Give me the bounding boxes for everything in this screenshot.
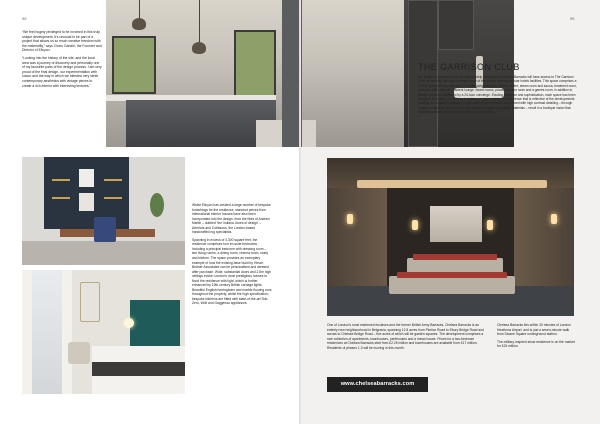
pendant-cord: [199, 0, 200, 44]
bedroom-mirror: [80, 282, 100, 322]
cinema-screen: [430, 206, 482, 242]
page-gutter: [299, 0, 301, 424]
pendant-cord: [139, 0, 140, 20]
study-shelf: [104, 197, 122, 199]
bathroom-photo: [404, 0, 514, 147]
bedroom-armchair: [68, 342, 90, 364]
bedroom-curtain: [62, 270, 72, 394]
pendant-lamp: [132, 18, 146, 30]
bedroom-curtain: [22, 270, 32, 394]
bedroom-photo: [22, 270, 185, 394]
cinema-ceiling-light: [357, 180, 547, 188]
garrison-intro: Not limited to superior levels of craftsmanship, residents at Chelsea Barracks will have access to The Garrison Club: an amenity offering that rivals those of the world’s leading five-star hotels facilities. This space comprises a 12,700 square foot private spa, 20 metre swimming pool, fitness centre, steam room and sauna, treatment room, business suite, cinema, resident lounge, board rooms, private function room and a games room, in addition to lifestyle services, facilitated by a 24-hour concierge. Exuding elegance and sophistication, each space has been designed by a team of creatives to deliver a unique residential experience that is reflective of the developments prestige and signature status. A combination of serene materiality mixed with high contrast detailing – through sculptural layering, bold use of a bold statement pieces and tactile materials – result in a boutique vision that delicately weaves into the fabric of the overall scheme.: [418, 75, 577, 115]
study-plant: [150, 193, 164, 217]
kitchen-window: [112, 36, 156, 94]
pendant-lamp: [192, 42, 206, 54]
right-page-number: 95: [570, 16, 575, 21]
cinema-cushions: [413, 254, 497, 260]
bedroom-lamp: [124, 318, 134, 328]
study-photo: [22, 157, 185, 265]
cinema-sconce: [487, 220, 493, 230]
study-shelf: [104, 179, 122, 181]
cinema-photo: [327, 158, 574, 316]
section-heading: THE GARRISON CLUB: [418, 62, 520, 72]
left-body-column: [192, 203, 272, 309]
study-artwork: [79, 193, 94, 211]
quote-paragraph-1: “We feel hugely privileged to be involved in this truly unique development, it’s unusual to be part of a project that allows us so much creative freedom with the materiality,” says Charu Gandhi, the Founder and Director of Elicyon.: [22, 30, 102, 53]
study-floor: [22, 241, 185, 265]
cinema-sconce: [551, 214, 557, 224]
cinema-cushions: [397, 272, 507, 278]
bedroom-throw: [92, 362, 185, 376]
cinema-wall: [514, 188, 574, 288]
cinema-sconce: [347, 214, 353, 224]
study-artwork: [79, 169, 94, 187]
left-page-number: 96: [22, 16, 27, 21]
bathroom-cabinet: [408, 0, 438, 147]
cinema-seat-row: [389, 276, 515, 294]
right-page: [300, 0, 600, 424]
quote-block: [22, 30, 102, 91]
study-shelf: [52, 197, 70, 199]
kitchen-island: [126, 100, 276, 147]
left-body-paragraph-2: Spanning in excess of 4,300 square feet, the residence comprises four en-suite bedrooms - including a principal bedroom with dressing room – two living rooms, a dining room, cinema room, study and kitchen. The space provides an exemplary example of how the existing base build by Hirsch Bedner Associates can be personalised and dressed after purchase. Wide, substantial doors and 2.8m high ceilings evoke London’s most prestigious houses to flood the residence with light, which is further enhanced by 19th-century British carriage lights. Beautiful English herringbone and marble flooring runs throughout the property, whilst the high specification, bespoke kitchens are fitted with state-of-the-art Sub-Zero, Wolf and Gaggenau appliances.: [192, 237, 272, 306]
website-link[interactable]: www.chelseabarracks.com: [327, 377, 428, 392]
bathroom-mirror-cabinet: [438, 0, 474, 50]
left-body-paragraph-1: Whilst Elicyon has created a large number of bespoke furnishings for the residence, standout pieces from international interior houses have also been incorporated into the design, from the likes of Andrew Martin – dubbed ‘the Indiana Jones of design’ – Arteriors and Cobbsons, the London-based handcrafted rug specialists.: [192, 203, 271, 235]
cinema-sconce: [412, 220, 418, 230]
bottom-right-paragraph-1: Chelsea Barracks lies within 30 minutes of London Heathrow Airport, and is just a seven-minute walk from Sloane Square underground station.: [497, 323, 571, 336]
bottom-right-text: [497, 323, 575, 352]
study-chair: [94, 217, 116, 242]
study-shelf: [52, 179, 70, 181]
bottom-left-text: One of London’s most esteemed enclaves and the former British Army Barracks, Chelsea Barracks is an entirely new neighbourhood in Belgravia, spanning 12.8 acres from Pimlico Road to Ebury Bridge Road and across to Chelsea Bridge Road – five acres of which will be garden squares. The development comprises a rare collection of apartments, townhouses, penthouses and a mews house. Prices for a two-bedroom residences at Chelsea Barracks start from £2.25 million and townhouses are available from £17 million. Residents of phases 1-3 will be moving in this month.: [327, 323, 484, 350]
quote-paragraph-2: “Looking into the history of the site, and the local area was a journey of discovery and personally one of my favourite parts of the design process. I am very proud of the final design, our experimentation with colour and the way in which we blended very sleek contemporary aesthetics with vintage pieces to create a rich interior with interesting textures.”: [22, 55, 102, 88]
cinema-wall: [327, 188, 387, 288]
bottom-right-paragraph-2: The military-inspired show residence is on the market for £24 million.: [497, 339, 575, 348]
